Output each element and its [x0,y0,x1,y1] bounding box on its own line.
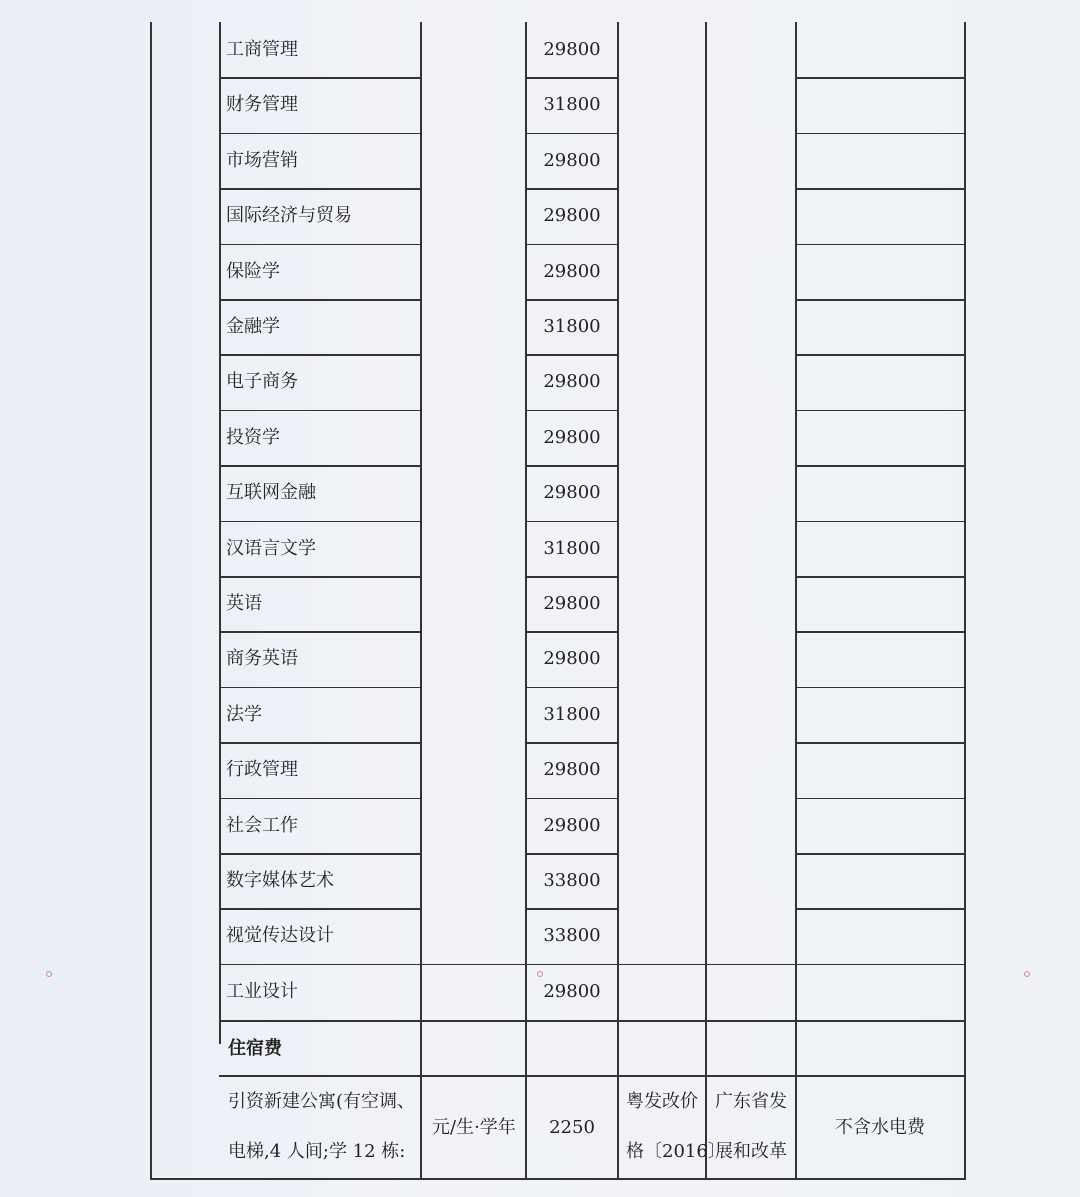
major-name: 市场营销 [226,149,298,171]
major-name: 汉语言文学 [226,537,316,559]
major-name: 数字媒体艺术 [226,870,334,891]
col-divider-doc [705,22,707,1180]
row-line [525,133,617,135]
major-name: 行政管理 [226,759,298,781]
row-line [219,798,420,800]
tuition-fee: 29800 [543,426,601,448]
row-line [525,188,617,190]
housing-top-line [219,1075,964,1077]
row-line [525,742,617,744]
housing-fee: 2250 [549,1117,595,1138]
tuition-fee: 29800 [543,260,601,282]
housing-org-line2: 展和改革 [715,1141,787,1162]
row-line [219,687,420,689]
row-line [525,908,617,910]
housing-doc-line1: 粤发改价 [626,1091,698,1112]
tuition-fee: 29800 [543,759,601,781]
major-name: 法学 [226,703,262,725]
major-name: 工业设计 [226,980,298,1002]
row-line [525,299,617,301]
scan-speck [46,971,52,977]
col-divider-fee-end [617,22,619,1180]
housing-item-line1: 引资新建公寓(有空调、 [228,1091,416,1112]
col-divider-org [795,22,797,1180]
row-line [795,687,964,689]
major-name: 工商管理 [226,39,298,60]
row-line [525,521,617,523]
row-line [795,133,964,135]
tuition-fee: 31800 [543,316,601,337]
table-left-border [150,22,152,1180]
major-name: 保险学 [226,260,280,282]
major-name: 电子商务 [226,371,298,393]
row-line [795,299,964,301]
major-name: 财务管理 [226,94,298,116]
row-line [219,465,420,467]
scan-speck [1024,971,1030,977]
row-line [219,908,420,910]
table-bottom-line [150,1178,965,1180]
scan-speck [537,971,543,977]
tuition-fee: 31800 [543,703,601,725]
row-line [795,354,964,356]
row-line [795,798,964,800]
row-line [219,133,420,135]
row-line [795,410,964,412]
tuition-fee: 29800 [543,648,601,670]
tuition-fee: 31800 [543,94,601,116]
tuition-fee: 33800 [543,870,601,891]
table-right-border [964,22,966,1180]
tuition-fee: 33800 [543,925,601,947]
tuition-fee: 31800 [543,537,601,559]
col-divider-name [219,22,221,1044]
row-line [525,687,617,689]
row-line [795,521,964,523]
major-name: 互联网金融 [226,482,316,504]
row-line [219,299,420,301]
row-line [219,742,420,744]
row-line [219,354,420,356]
row-line [525,354,617,356]
row-line [219,576,420,578]
row-line [795,188,964,190]
major-name: 金融学 [226,316,280,337]
housing-item-line2: 电梯,4 人间;学 12 栋: [228,1141,406,1162]
row-line [525,410,617,412]
row-line [795,465,964,467]
row-line [525,465,617,467]
row-line [525,853,617,855]
row-line [795,576,964,578]
housing-doc-line2: 格〔2016〕 [626,1141,726,1162]
major-name: 投资学 [226,426,280,448]
row-line [795,742,964,744]
row-line [795,631,964,633]
row-line [219,77,420,79]
row-line [525,631,617,633]
major-name: 商务英语 [226,648,298,670]
row-line [795,244,964,246]
major-name: 社会工作 [226,814,298,836]
row-line [795,853,964,855]
row-line [525,244,617,246]
tuition-fee: 29800 [543,39,601,60]
housing-note: 不含水电费 [835,1117,925,1138]
row-line [219,188,420,190]
row-line [525,77,617,79]
row-line [219,244,420,246]
section-title: 住宿费 [228,1038,282,1059]
tuition-fee: 29800 [543,593,601,614]
col-divider-name-end [420,22,422,1180]
housing-org-line1: 广东省发 [715,1091,787,1112]
major-name: 英语 [226,593,262,614]
row-line [219,631,420,633]
row-line [795,77,964,79]
row-line [219,521,420,523]
major-name: 国际经济与贸易 [226,205,352,227]
tuition-fee: 29800 [543,482,601,504]
tuition-fee: 29800 [543,149,601,171]
major-name: 视觉传达设计 [226,925,334,947]
housing-unit: 元/生·学年 [432,1117,516,1138]
row-line [219,964,964,966]
tuition-fee: 29800 [543,980,601,1002]
section-top-line [219,1020,964,1022]
row-line [525,798,617,800]
tuition-fee: 29800 [543,814,601,836]
tuition-fee: 29800 [543,371,601,393]
row-line [795,908,964,910]
row-line [219,853,420,855]
row-line [525,576,617,578]
row-line [219,410,420,412]
tuition-fee: 29800 [543,205,601,227]
